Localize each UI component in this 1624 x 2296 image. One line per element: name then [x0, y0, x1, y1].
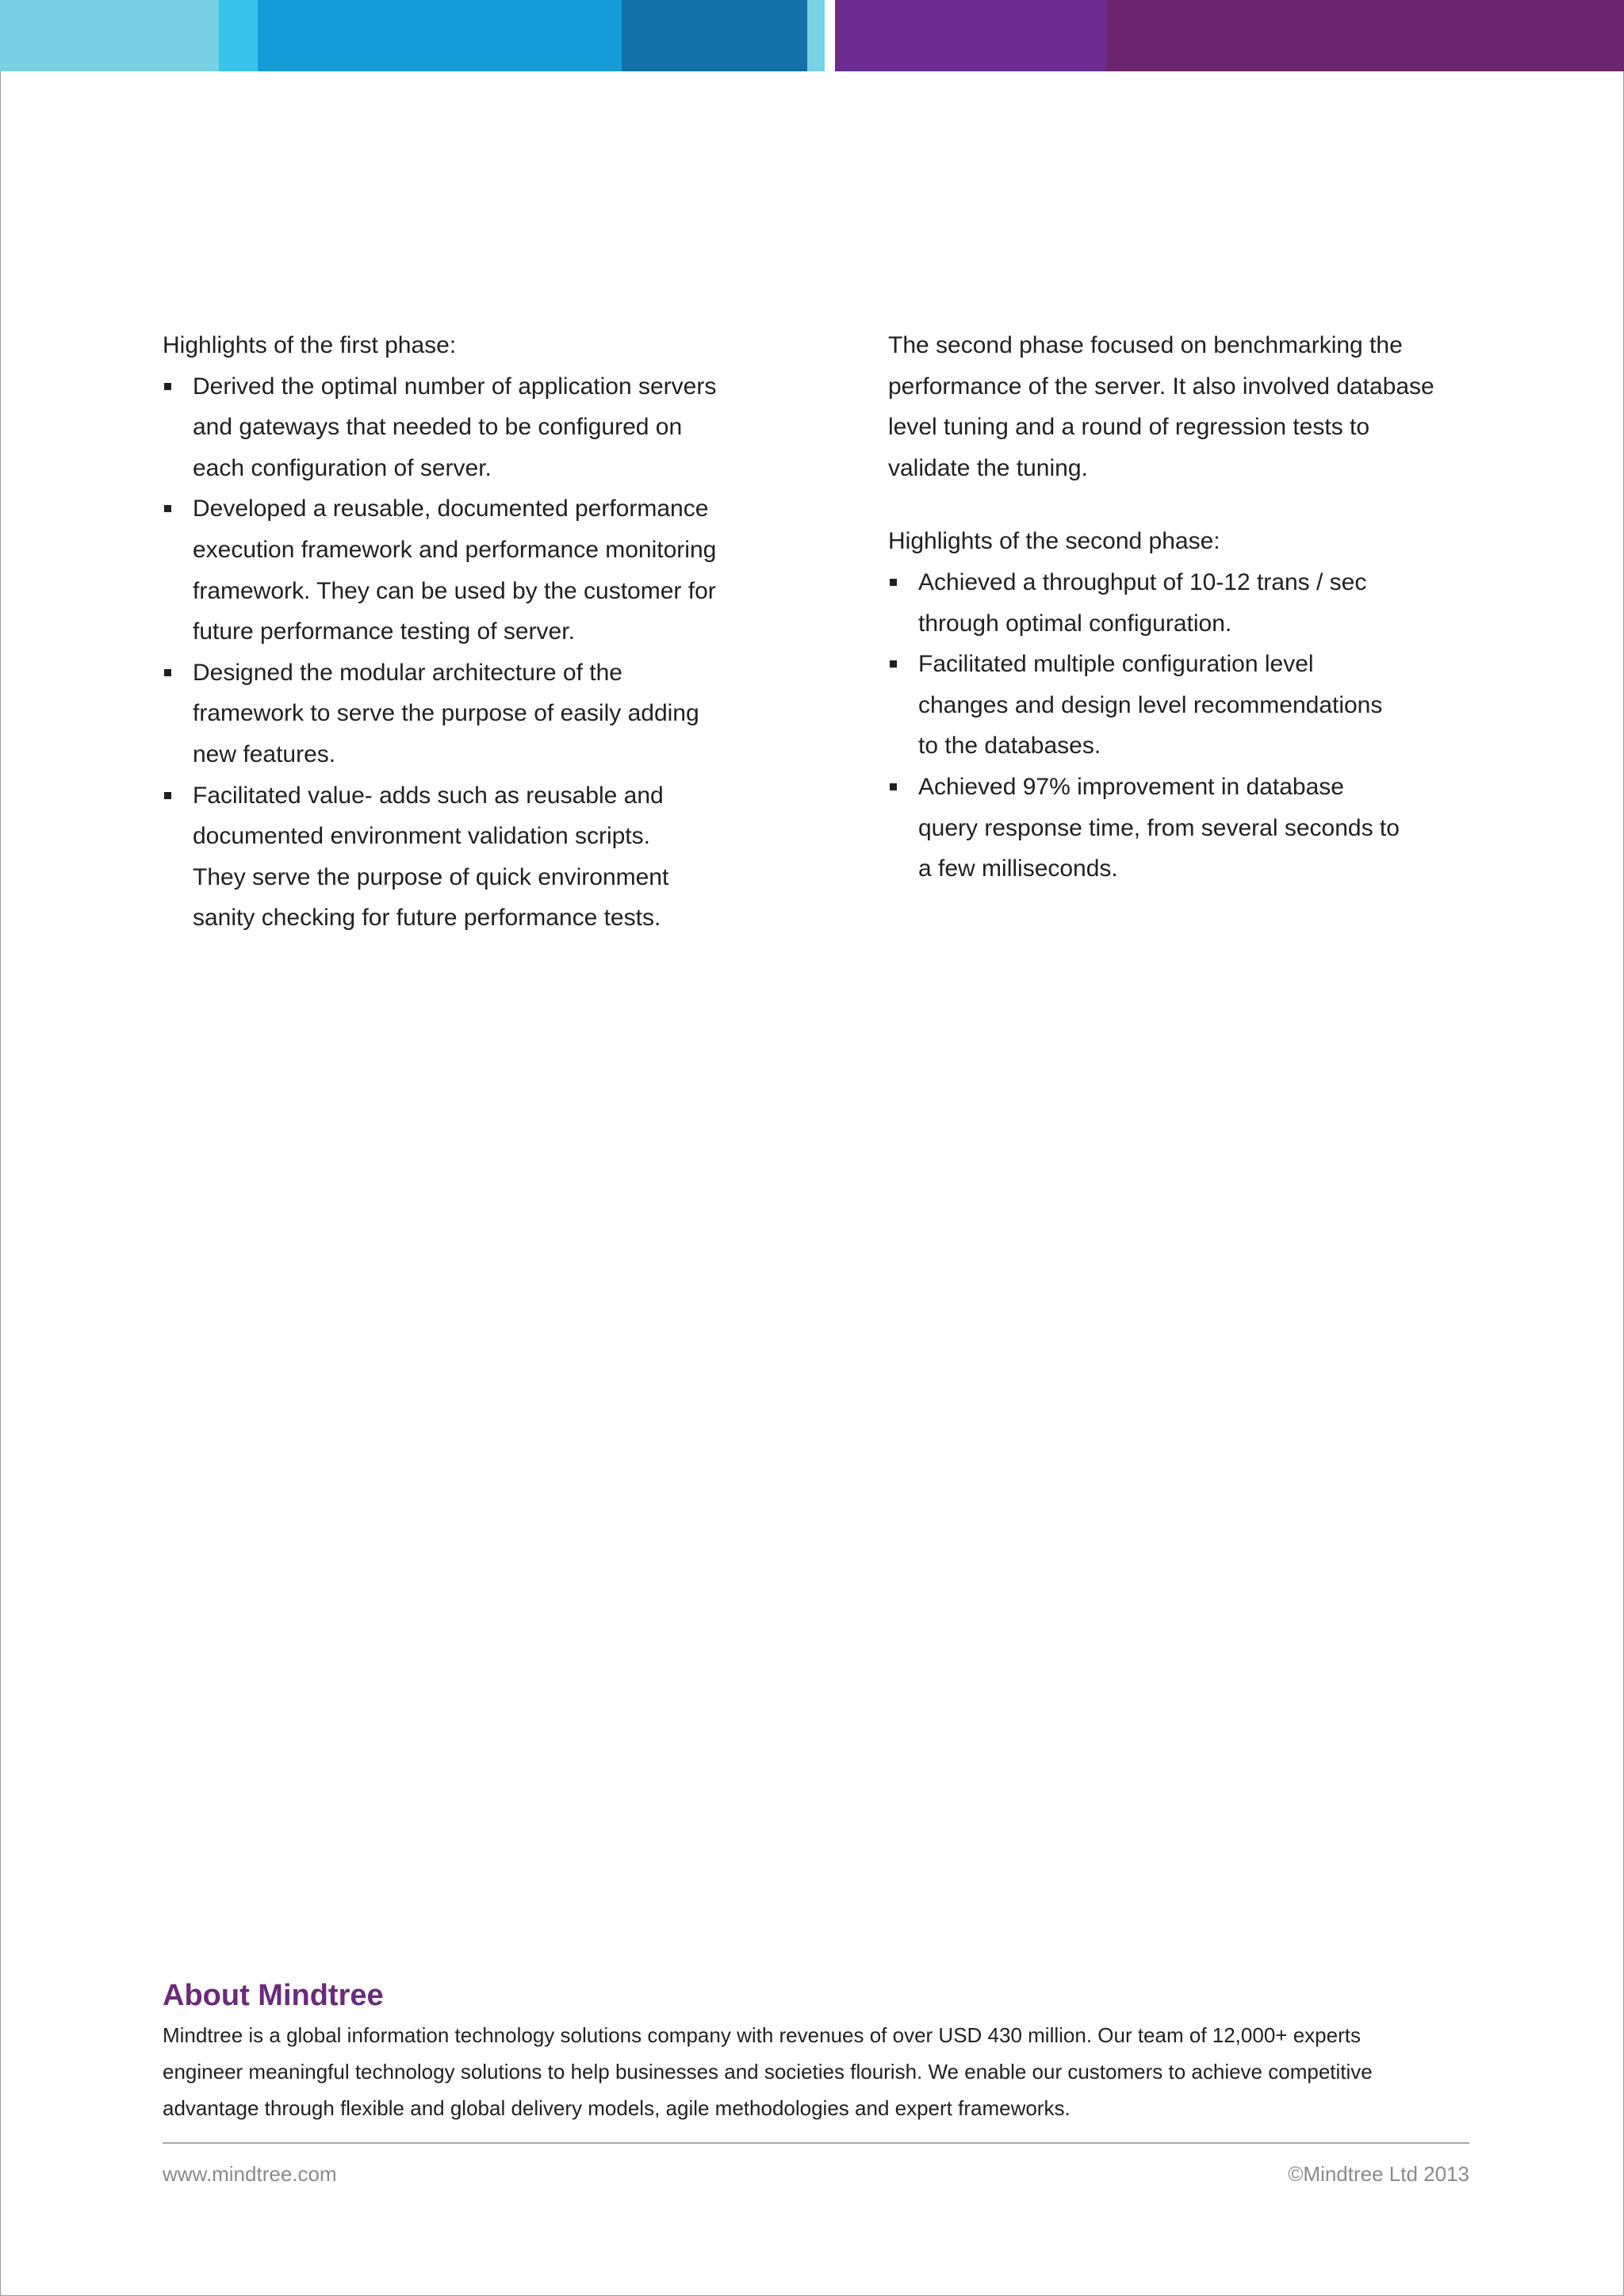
- band-segment-white-gap: [825, 0, 835, 71]
- header-color-band: [0, 0, 1624, 71]
- footer-divider: [163, 2142, 1469, 2144]
- second-phase-intro: The second phase focused on benchmarking the performance of the server. It also involved database level tuning and a round of regression tests to validate the tuning.: [888, 332, 1434, 481]
- band-segment-light-cyan-thin: [807, 0, 825, 71]
- band-segment-purple: [835, 0, 1107, 71]
- list-item: Developed a reusable, documented performance execution framework and performance monitoring framework. They can be used by the customer for future performance testing of server.: [163, 488, 765, 652]
- square-bullet-icon: [890, 783, 897, 790]
- left-column: [163, 325, 765, 939]
- footer-copyright: ©Mindtree Ltd 2013: [1288, 2162, 1469, 2186]
- about-title: About Mindtree: [163, 1979, 384, 2012]
- about-section: [163, 1974, 1469, 2126]
- right-column: [888, 325, 1491, 890]
- square-bullet-icon: [890, 579, 897, 586]
- footer-website-link[interactable]: www.mindtree.com: [163, 2162, 337, 2186]
- band-segment-dark-blue: [622, 0, 807, 71]
- second-phase-heading: Highlights of the second phase:: [888, 528, 1220, 555]
- first-phase-heading: Highlights of the first phase:: [163, 332, 457, 358]
- second-phase-list: [888, 562, 1491, 890]
- band-segment-blue: [258, 0, 622, 71]
- list-item: Designed the modular architecture of the framework to serve the purpose of easily adding new features.: [163, 652, 765, 775]
- list-item: Achieved a throughput of 10-12 trans / sec through optimal configuration.: [888, 562, 1491, 644]
- list-item: Derived the optimal number of application servers and gateways that needed to be configured on each configuration of server.: [163, 366, 765, 489]
- band-segment-cyan: [219, 0, 258, 71]
- about-text: Mindtree is a global information technology solutions company with revenues of over USD 430 million. Our team of 12,000+ experts engineer meaningful technology solutions to help businesses and societies flourish. We enable our customers to achieve competitive advantage through flexible and global delivery models, agile methodologies and expert frameworks.: [163, 2023, 1373, 2120]
- list-item: Facilitated multiple configuration level changes and design level recommendations to the databases.: [888, 644, 1491, 767]
- square-bullet-icon: [164, 669, 171, 676]
- list-item: Facilitated value- adds such as reusable and documented environment validation scripts. They serve the purpose of quick environment sanity checking for future performance tests.: [163, 775, 765, 939]
- square-bullet-icon: [164, 383, 171, 390]
- square-bullet-icon: [164, 792, 171, 799]
- square-bullet-icon: [164, 505, 171, 512]
- band-segment-light-cyan: [0, 0, 219, 71]
- paragraph-gap: [888, 488, 1491, 521]
- square-bullet-icon: [890, 660, 897, 668]
- first-phase-list: [163, 366, 765, 939]
- list-item: Achieved 97% improvement in database query response time, from several seconds to a few milliseconds.: [888, 767, 1491, 890]
- band-segment-plum: [1107, 0, 1624, 71]
